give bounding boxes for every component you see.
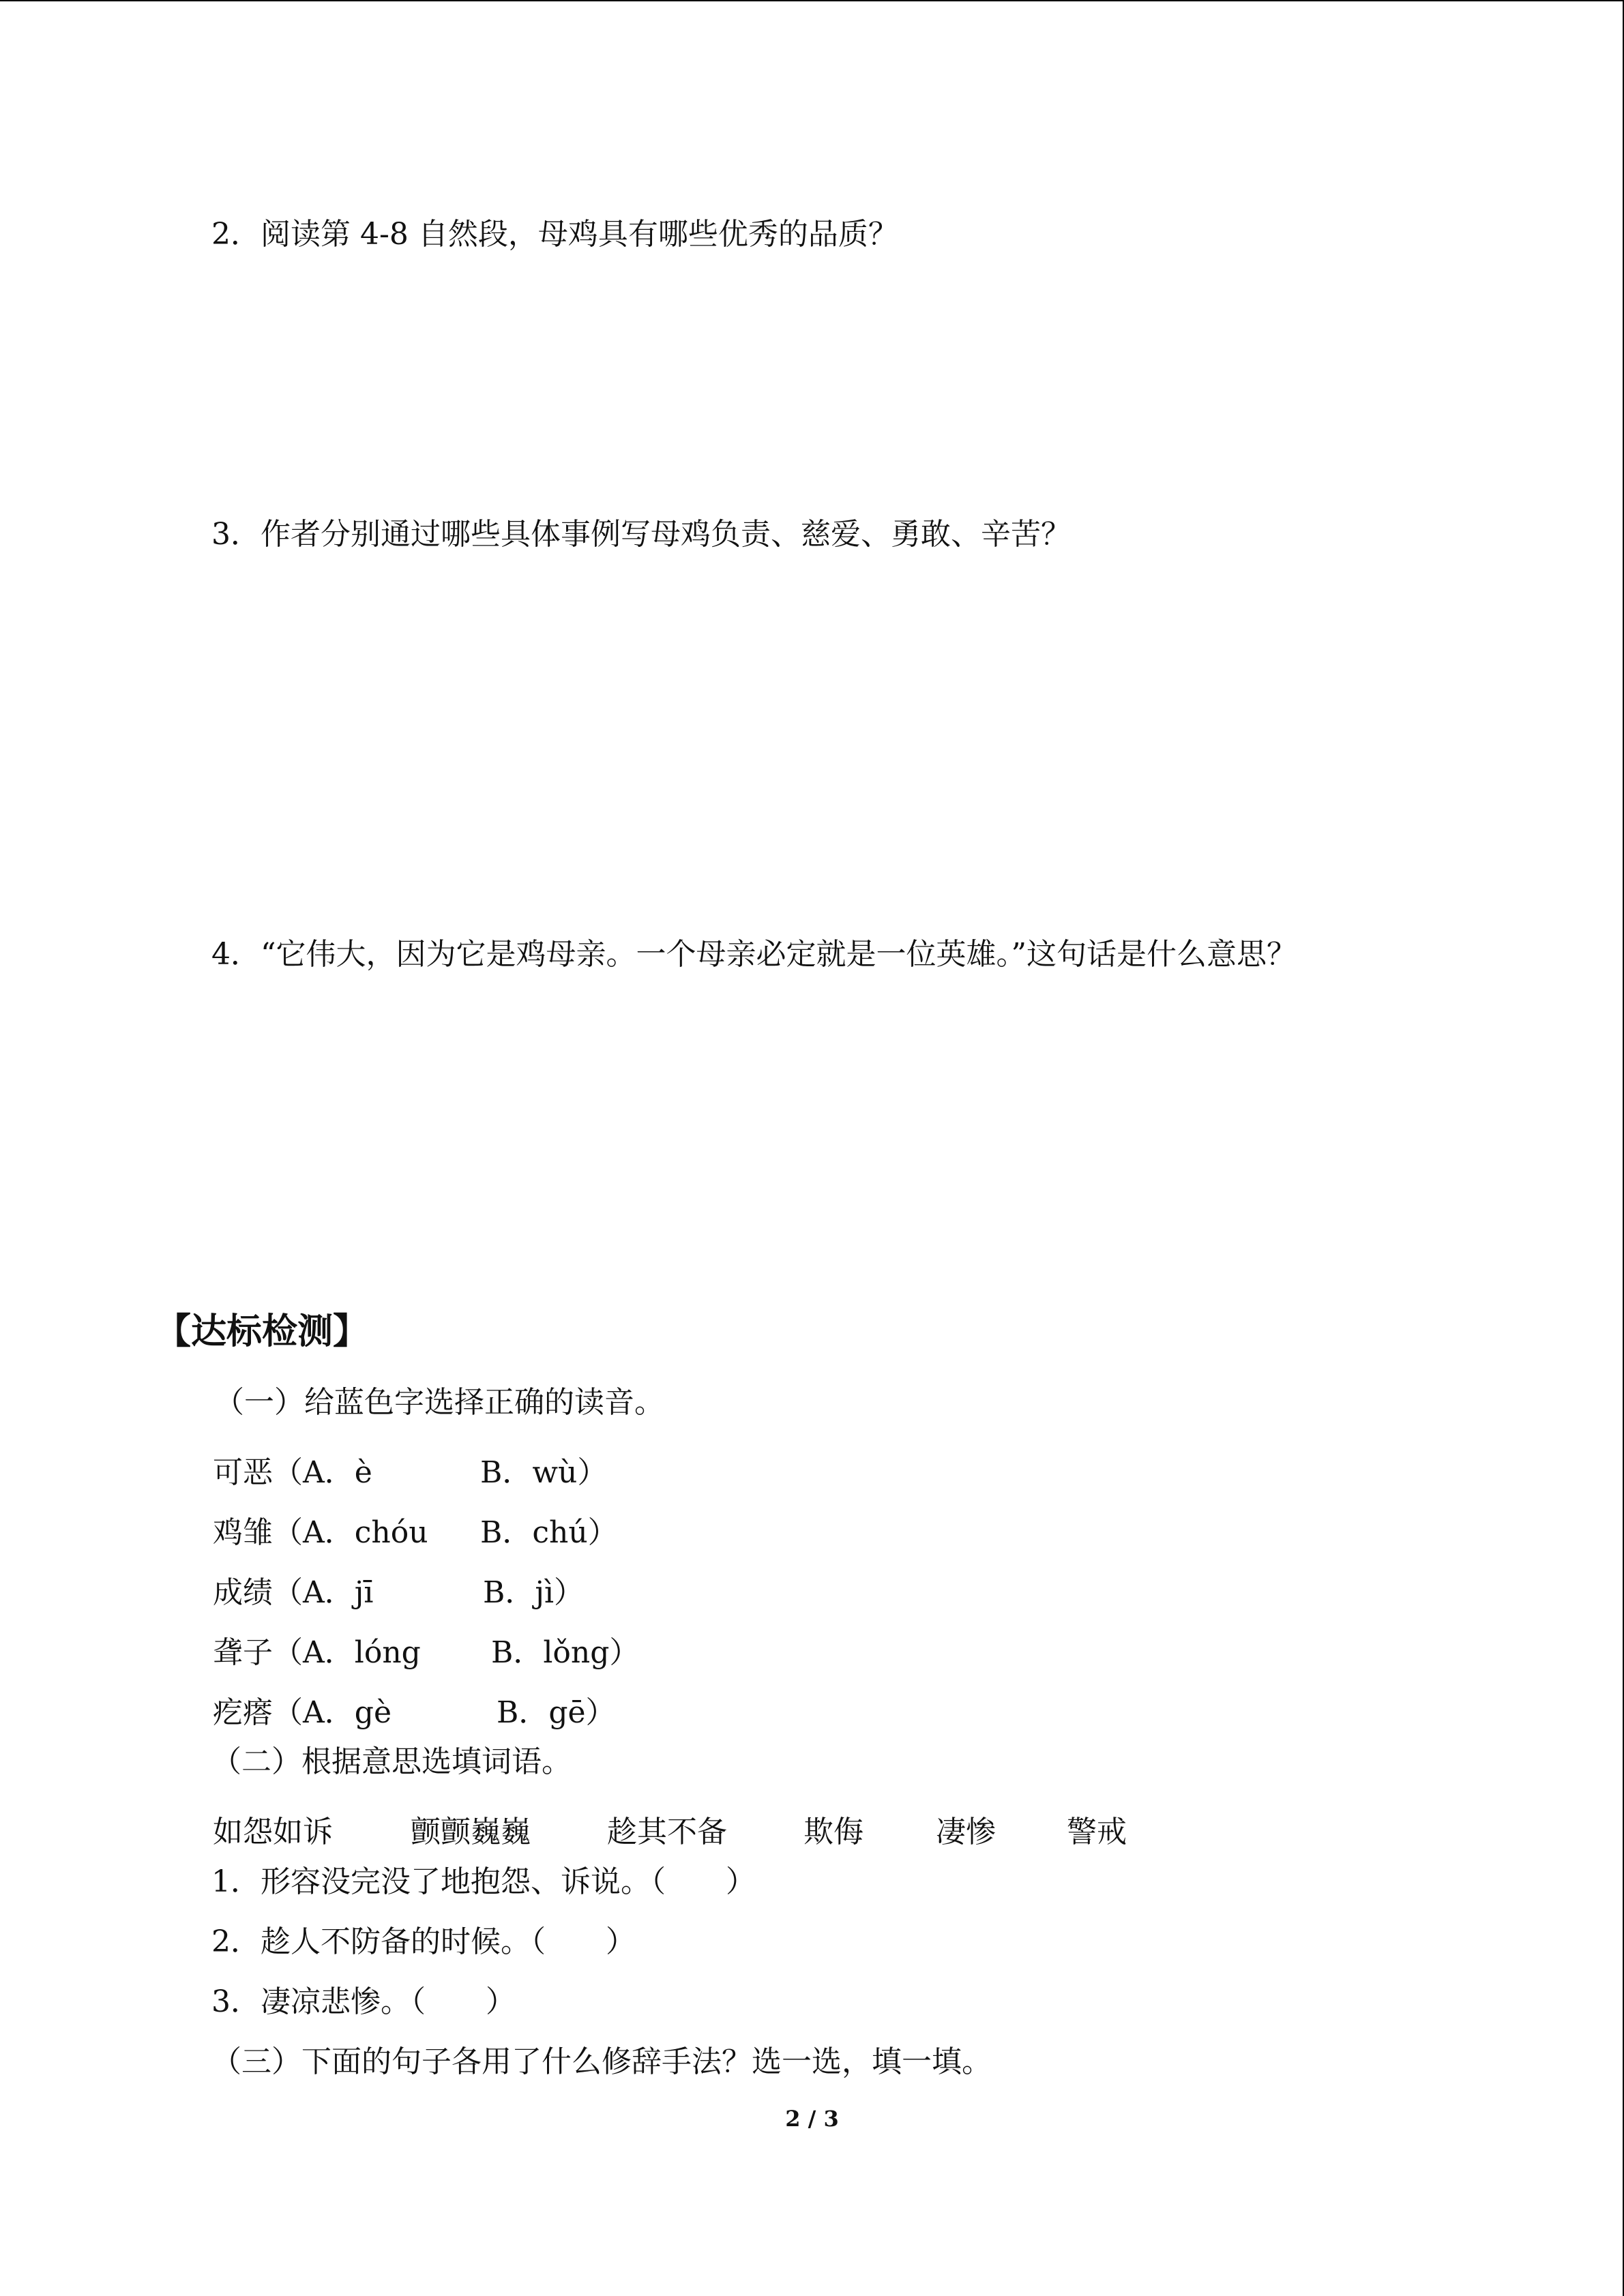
definition-item: 3．凄凉悲惨。（ ） <box>211 1984 516 2019</box>
pinyin-option-a: 可恶（A．è <box>213 1455 372 1490</box>
pinyin-option-b: B．chú） <box>480 1515 618 1550</box>
pinyin-option-b: B．wù） <box>480 1455 608 1490</box>
part2-instruction: （二）根据意思选填词语。 <box>211 1744 572 1779</box>
question-2: 2．阅读第 4-8 自然段，母鸡具有哪些优秀的品质？ <box>211 217 898 252</box>
page-number: 2 / 3 <box>785 2106 839 2132</box>
question-3: 3．作者分别通过哪些具体事例写母鸡负责、慈爱、勇敢、辛苦？ <box>211 517 1071 552</box>
definition-item: 2．趁人不防备的时候。（ ） <box>211 1924 636 1959</box>
word-bank-item: 趁其不备 <box>607 1815 727 1849</box>
word-bank-item: 凄惨 <box>936 1815 996 1849</box>
pinyin-option-a: 鸡雏（A．chóu <box>213 1515 428 1550</box>
word-bank-item: 颤颤巍巍 <box>411 1815 531 1849</box>
pinyin-option-a: 疙瘩（A．gè <box>213 1695 392 1730</box>
word-bank-item: 欺侮 <box>803 1815 863 1849</box>
part1-instruction: （一）给蓝色字选择正确的读音。 <box>214 1385 664 1420</box>
part3-instruction: （三）下面的句子各用了什么修辞手法？选一选，填一填。 <box>211 2044 992 2079</box>
definition-item: 1．形容没完没了地抱怨、诉说。（ ） <box>211 1864 756 1899</box>
pinyin-option-b: B．gē） <box>497 1695 616 1730</box>
word-bank-item: 警戒 <box>1067 1815 1127 1849</box>
pinyin-option-a: 成绩（A．jī <box>213 1575 374 1610</box>
word-bank-item: 如怨如诉 <box>213 1815 333 1849</box>
pinyin-option-b: B．jì） <box>483 1575 585 1610</box>
pinyin-option-b: B．lǒng） <box>491 1635 640 1670</box>
pinyin-option-a: 聋子（A．lóng <box>213 1635 421 1670</box>
section-heading: 【达标检测】 <box>156 1311 369 1352</box>
question-4: 4．“它伟大，因为它是鸡母亲。一个母亲必定就是一位英雄。”这句话是什么意思？ <box>211 937 1297 972</box>
